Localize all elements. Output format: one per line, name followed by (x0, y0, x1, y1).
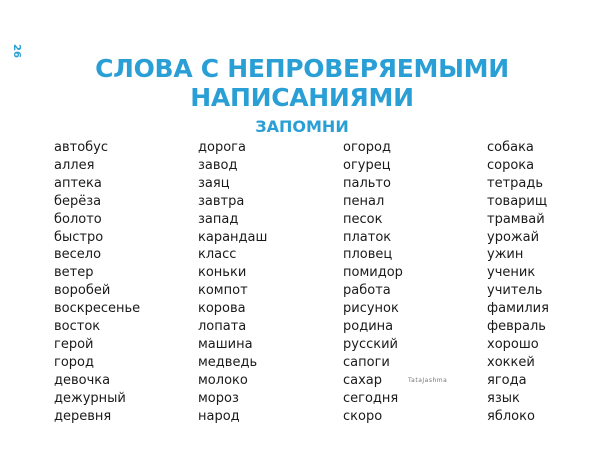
word-item: хоккей (487, 354, 535, 370)
word-item: рисунок (343, 301, 399, 317)
word-item: пенал (343, 193, 385, 209)
word-item: болото (54, 211, 102, 227)
word-item: товарищ (487, 193, 548, 209)
word-item: язык (487, 390, 520, 406)
word-column-1 (54, 139, 140, 426)
word-item: учитель (487, 283, 543, 299)
word-item: берёза (54, 193, 102, 209)
word-item: запад (198, 211, 239, 227)
word-item: русский (343, 336, 398, 352)
subtitle: ЗАПОМНИ (255, 117, 349, 136)
word-item: огород (343, 140, 391, 155)
word-item: ветер (54, 265, 94, 281)
word-item: карандаш (198, 229, 268, 245)
word-item: ягода (487, 372, 527, 388)
word-item: ученик (487, 265, 536, 281)
word-item: родина (343, 319, 394, 335)
word-item: хорошо (487, 336, 539, 352)
word-item: сегодня (343, 390, 399, 406)
word-item: яблоко (487, 408, 535, 424)
word-column-4 (487, 139, 549, 426)
word-item: февраль (487, 319, 546, 335)
word-item: корова (198, 301, 246, 317)
word-item: пловец (343, 247, 393, 263)
word-item: заяц (198, 175, 230, 191)
word-item: ужин (487, 247, 524, 263)
word-item: пальто (343, 175, 391, 191)
word-item: сапоги (343, 354, 390, 370)
title-line-2: НАПИСАНИЯМИ (190, 83, 414, 112)
word-item: восток (54, 319, 101, 335)
word-item: дежурный (54, 390, 126, 406)
word-item: город (54, 354, 94, 370)
word-item: воскресенье (54, 301, 141, 317)
word-item: скоро (343, 408, 383, 424)
word-item: медведь (198, 354, 258, 370)
word-item: помидор (343, 265, 403, 281)
word-item: коньки (198, 265, 247, 281)
word-column-3 (343, 139, 403, 426)
word-item: воробей (54, 283, 111, 299)
word-column-2 (198, 139, 267, 426)
word-item: аллея (54, 157, 95, 173)
title-line-1: СЛОВА С НЕПРОВЕРЯЕМЫМИ (95, 54, 509, 83)
word-item: компот (198, 283, 248, 299)
word-item: класс (198, 247, 237, 263)
word-item: лопата (198, 319, 247, 335)
word-item: деревня (54, 408, 112, 424)
word-item: быстро (54, 229, 104, 245)
word-item: собака (487, 140, 534, 155)
word-item: девочка (54, 372, 111, 388)
word-item: молоко (198, 372, 248, 388)
page-title (0, 54, 604, 112)
word-item: урожай (487, 229, 540, 245)
word-item: завод (198, 157, 238, 173)
word-item: тетрадь (487, 175, 544, 191)
word-item: герой (54, 336, 94, 352)
word-item: сахар (343, 372, 383, 388)
word-item: аптека (54, 175, 102, 191)
word-item: платок (343, 229, 392, 245)
word-item: работа (343, 283, 391, 299)
word-item: автобус (54, 140, 109, 155)
word-item: огурец (343, 157, 391, 173)
word-item: песок (343, 211, 383, 227)
word-item: завтра (198, 193, 245, 209)
word-item: трамвай (487, 211, 545, 227)
word-item: сорока (487, 157, 535, 173)
word-item: мороз (198, 390, 239, 406)
word-item: весело (54, 247, 102, 263)
word-item: дорога (198, 140, 246, 155)
word-item: народ (198, 408, 240, 424)
word-item: фамилия (487, 301, 549, 317)
page-number: 26 (11, 44, 22, 58)
word-item: машина (198, 336, 253, 352)
watermark: TataJashma (408, 377, 448, 384)
